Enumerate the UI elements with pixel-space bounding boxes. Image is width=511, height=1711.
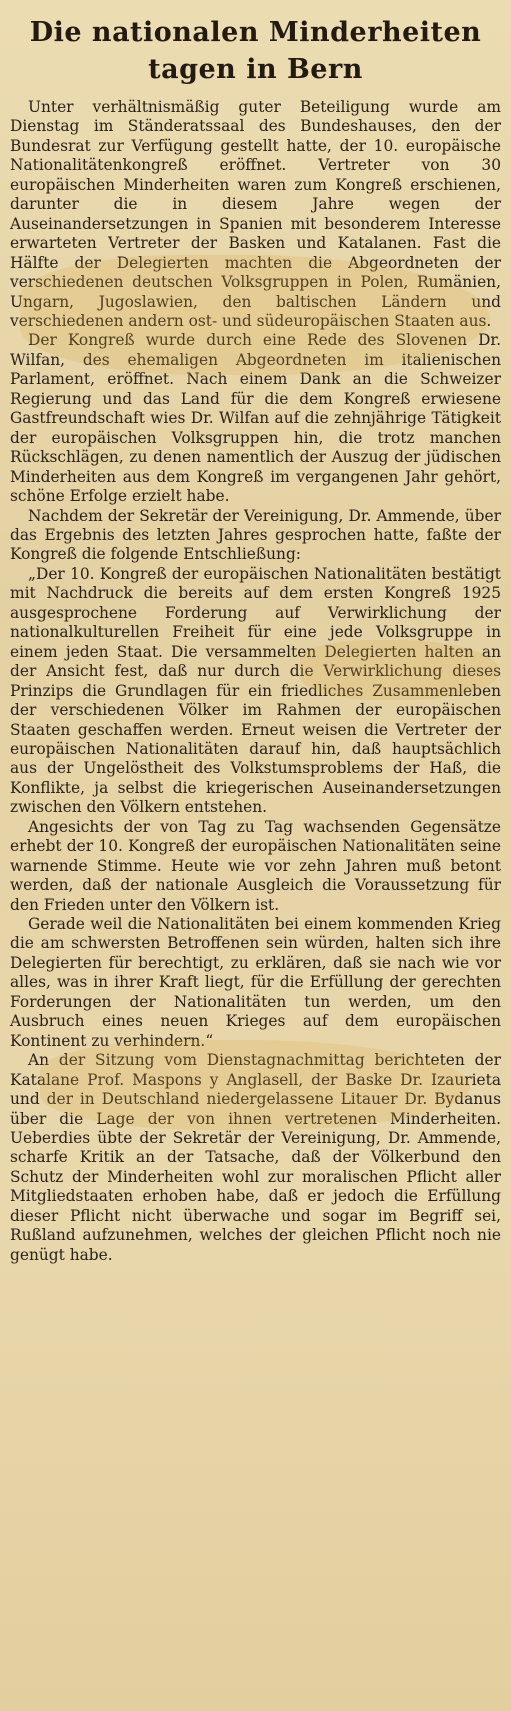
- article-body: [10, 98, 501, 1265]
- paragraph-opening: Unter verhältnismäßig guter Beteiligung wurde am Dienstag im Ständeratssaal des Bundeshauses, den der Bundesrat zur Verfügung gestellt hatte, der 10. europäische Nationalitätenkongreß eröffnet. Vertreter von 30 europäischen Minderheiten waren zum Kongreß erschienen, darunter die in diesem Jahre wegen der Auseinandersetzungen in Spanien mit besonderem Interesse erwarteten Vertreter der Basken und Katalanen. Fast die Hälfte der Delegierten machten die Abgeordneten der verschiedenen deutschen Volksgruppen in Polen, Rumänien, Ungarn, Jugoslawien, den baltischen Ländern und verschiedenen andern ost- und südeuropäischen Staaten aus.: [10, 98, 501, 330]
- paragraph-warning: Angesichts der von Tag zu Tag wachsenden Gegensätze erhebt der 10. Kongreß der europäischen Nationalitäten seine warnende Stimme. Heute wie vor zehn Jahren muß betont werden, daß der nationale Ausgleich die Voraussetzung für den Frieden unter den Völkern ist.: [10, 817, 501, 914]
- paragraph-wilfan-speech: Der Kongreß wurde durch eine Rede des Slovenen Dr. Wilfan, des ehemaligen Abgeordneten im italienischen Parlament, eröffnet. Nach einem Dank an die Schweizer Regierung und das Land für die dem Kongreß erwiesene Gastfreundschaft wies Dr. Wilfan auf die zehnjährige Tätigkeit der europäischen Volksgruppen hin, die trotz manchen Rückschlägen, zu denen namentlich der Auszug der jüdischen Minderheiten aus dem Kongreß im vergangenen Jahr gehört, schöne Erfolge erzielt habe.: [10, 331, 501, 506]
- paragraph-ammende: Nachdem der Sekretär der Vereinigung, Dr. Ammende, über das Ergebnis des letzten Jahres gesprochen hatte, faßte der Kongreß die folgende Entschließung:: [10, 506, 501, 564]
- article-headline: [10, 14, 501, 88]
- paragraph-resolution: „Der 10. Kongreß der europäischen Nationalitäten bestätigt mit Nachdruck die bereits auf dem ersten Kongreß 1925 ausgesprochene Forderung auf Verwirklichung der nationalkulturellen Freiheit für eine jede Volksgruppe in einem jeden Staat. Die versammelten Delegierten halten an der Ansicht fest, daß nur durch die Verwirklichung dieses Prinzips die Grundlagen für ein friedliches Zusammenleben der verschiedenen Völker im Rahmen der europäischen Staaten geschaffen werden. Erneut weisen die Vertreter der europäischen Nationalitäten darauf hin, daß hauptsächlich aus der Ungelöstheit des Volkstumsproblems der Haß, die Konflikte, ja selbst die kriegerischen Auseinandersetzungen zwischen den Völkern entstehen.: [10, 564, 501, 817]
- paragraph-war-prevention: Gerade weil die Nationalitäten bei einem kommenden Krieg die am schwersten Betroffenen sein würden, halten sich ihre Delegierten für berechtigt, zu erklären, daß sie nach wie vor alles, was in ihrer Kraft liegt, für die Erfüllung der gerechten Forderungen der Nationalitäten tun werden, um den Ausbruch eines neuen Krieges auf dem europäischen Kontinent zu verhindern.“: [10, 915, 501, 1050]
- headline-line-2: tagen in Bern: [148, 54, 363, 85]
- paragraph-afternoon-session: An der Sitzung vom Dienstagnachmittag berichteten der Katalane Prof. Maspons y Anglasell, der Baske Dr. Izaurieta und der in Deutschland niedergelassene Litauer Dr. Bydanus über die Lage der von ihnen vertretenen Minderheiten. Ueberdies übte der Sekretär der Vereinigung, Dr. Ammende, scharfe Kritik an der Tatsache, daß der Völkerbund den Schutz der Minderheiten wohl zur moralischen Pflicht aller Mitgliedstaaten erhoben habe, daß er jedoch die Erfüllung dieser Pflicht nicht überwache und sogar im Begriff sei, Rußland aufzunehmen, welches der gleichen Pflicht noch nie genügt habe.: [10, 1051, 501, 1264]
- headline-line-1: Die nationalen Minderheiten: [29, 17, 482, 48]
